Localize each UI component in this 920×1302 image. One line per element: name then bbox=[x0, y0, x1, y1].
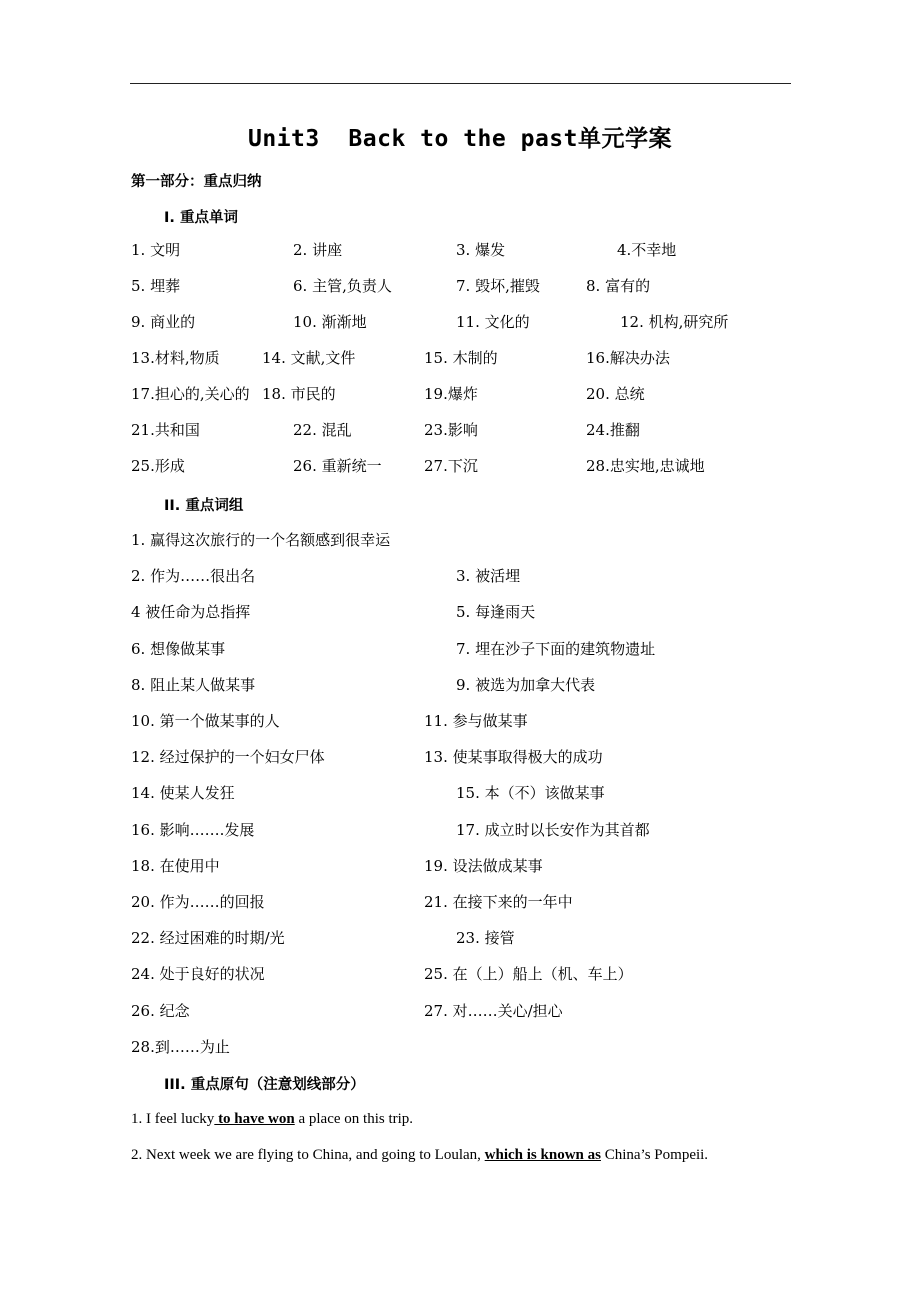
phrase-item: 18. 在使用中 bbox=[131, 856, 220, 875]
word-item: 11. 文化的 bbox=[456, 313, 530, 331]
phrase-row bbox=[0, 745, 920, 769]
word-item: 12. 机构,研究所 bbox=[620, 313, 729, 331]
sentence-text: 1. I feel lucky bbox=[131, 1111, 215, 1127]
word-row bbox=[0, 454, 920, 478]
word-row bbox=[0, 346, 920, 370]
key-sentence bbox=[131, 1143, 708, 1167]
word-item: 9. 商业的 bbox=[131, 313, 196, 331]
phrase-row bbox=[0, 1035, 920, 1059]
phrase-row bbox=[0, 709, 920, 733]
word-item: 14. 文献,文件 bbox=[262, 349, 356, 367]
section-key-words-heading: I. 重点单词 bbox=[164, 210, 238, 226]
phrase-item: 2. 作为……很出名 bbox=[131, 567, 256, 586]
underlined-phrase: to have won bbox=[214, 1111, 295, 1127]
word-item: 15. 木制的 bbox=[424, 349, 498, 367]
word-row bbox=[0, 418, 920, 442]
phrase-item: 11. 参与做某事 bbox=[424, 712, 528, 730]
word-item: 18. 市民的 bbox=[262, 385, 336, 403]
word-item: 4.不幸地 bbox=[617, 241, 677, 259]
word-item: 28.忠实地,忠诚地 bbox=[586, 457, 705, 475]
phrase-item: 10. 第一个做某事的人 bbox=[131, 712, 280, 730]
word-item: 8. 富有的 bbox=[586, 277, 651, 295]
phrase-row bbox=[0, 818, 920, 842]
phrase-row bbox=[0, 564, 920, 588]
phrase-item: 14. 使某人发狂 bbox=[131, 784, 235, 803]
word-item: 25.形成 bbox=[131, 457, 185, 475]
word-row bbox=[0, 310, 920, 334]
word-item: 20. 总统 bbox=[586, 385, 645, 403]
word-item: 22. 混乱 bbox=[293, 421, 352, 439]
word-item: 17.担心的,关心的 bbox=[131, 385, 250, 403]
phrase-row bbox=[0, 926, 920, 950]
phrase-item: 28.到……为止 bbox=[131, 1037, 230, 1056]
phrase-row bbox=[0, 962, 920, 986]
word-item: 24.推翻 bbox=[586, 421, 640, 439]
phrase-item: 8. 阻止某人做某事 bbox=[131, 675, 256, 694]
underlined-phrase: which is known as bbox=[484, 1147, 601, 1163]
phrase-row bbox=[0, 999, 920, 1023]
phrase-row bbox=[0, 781, 920, 805]
word-item: 1. 文明 bbox=[131, 241, 181, 259]
phrase-row bbox=[0, 600, 920, 624]
word-item: 21.共和国 bbox=[131, 421, 200, 439]
phrase-item: 4 被任命为总指挥 bbox=[131, 603, 251, 622]
phrase-row bbox=[0, 890, 920, 914]
phrase-item: 19. 设法做成某事 bbox=[424, 856, 543, 875]
section-key-phrases-heading: II. 重点词组 bbox=[164, 498, 244, 514]
phrase-item: 1. 赢得这次旅行的一个名额感到很幸运 bbox=[131, 531, 391, 549]
word-item: 27.下沉 bbox=[424, 457, 478, 475]
part1-heading: 第一部分：重点归纳 bbox=[131, 174, 262, 190]
sentence-text: a place on this trip. bbox=[294, 1111, 414, 1127]
sentence-text: China’s Pompeii. bbox=[600, 1147, 709, 1163]
word-item: 7. 毁坏,摧毁 bbox=[456, 277, 540, 295]
word-item: 16.解决办法 bbox=[586, 349, 670, 367]
word-row bbox=[0, 238, 920, 262]
phrase-item: 5. 每逢雨天 bbox=[456, 603, 536, 622]
phrase-row bbox=[0, 673, 920, 697]
key-sentence bbox=[131, 1107, 413, 1131]
title-english: Unit3 Back to the past bbox=[248, 126, 578, 152]
word-item: 2. 讲座 bbox=[293, 241, 343, 259]
word-item: 6. 主管,负责人 bbox=[293, 277, 392, 295]
word-row bbox=[0, 382, 920, 406]
phrase-item: 22. 经过困难的时期/光 bbox=[131, 929, 285, 948]
phrase-item: 7. 埋在沙子下面的建筑物遗址 bbox=[456, 639, 656, 658]
phrase-item: 20. 作为……的回报 bbox=[131, 893, 265, 911]
phrase-row bbox=[0, 854, 920, 878]
phrase-item: 15. 本（不）该做某事 bbox=[456, 784, 605, 803]
phrase-item: 21. 在接下来的一年中 bbox=[424, 893, 573, 911]
phrase-item: 16. 影响…….发展 bbox=[131, 820, 255, 839]
phrase-row bbox=[0, 637, 920, 661]
header-rule bbox=[130, 83, 791, 84]
sentence-text: 2. Next week we are flying to China, and going to Loulan, bbox=[131, 1147, 485, 1163]
title-chinese: 单元学案 bbox=[578, 126, 672, 152]
phrase-item: 12. 经过保护的一个妇女尸体 bbox=[131, 748, 325, 767]
phrase-item: 3. 被活埋 bbox=[456, 567, 521, 586]
phrase-item: 26. 纪念 bbox=[131, 1001, 190, 1020]
phrase-item: 24. 处于良好的状况 bbox=[131, 965, 265, 984]
phrase-item: 17. 成立时以长安作为其首都 bbox=[456, 820, 650, 839]
page-title bbox=[0, 120, 920, 153]
word-item: 5. 埋葬 bbox=[131, 277, 181, 295]
word-item: 23.影响 bbox=[424, 421, 478, 439]
phrase-item: 13. 使某事取得极大的成功 bbox=[424, 748, 603, 767]
word-item: 19.爆炸 bbox=[424, 385, 478, 403]
phrase-item: 25. 在（上）船上（机、车上） bbox=[424, 965, 633, 984]
phrase-row bbox=[0, 528, 920, 552]
word-item: 10. 渐渐地 bbox=[293, 313, 367, 331]
phrase-item: 6. 想像做某事 bbox=[131, 639, 226, 658]
word-item: 26. 重新统一 bbox=[293, 457, 382, 475]
phrase-item: 23. 接管 bbox=[456, 929, 515, 948]
word-item: 3. 爆发 bbox=[456, 241, 506, 259]
word-row bbox=[0, 274, 920, 298]
phrase-item: 27. 对……关心/担心 bbox=[424, 1001, 563, 1020]
phrase-item: 9. 被选为加拿大代表 bbox=[456, 675, 596, 694]
word-item: 13.材料,物质 bbox=[131, 349, 220, 367]
section-key-sentences-heading: III. 重点原句（注意划线部分） bbox=[164, 1077, 365, 1093]
